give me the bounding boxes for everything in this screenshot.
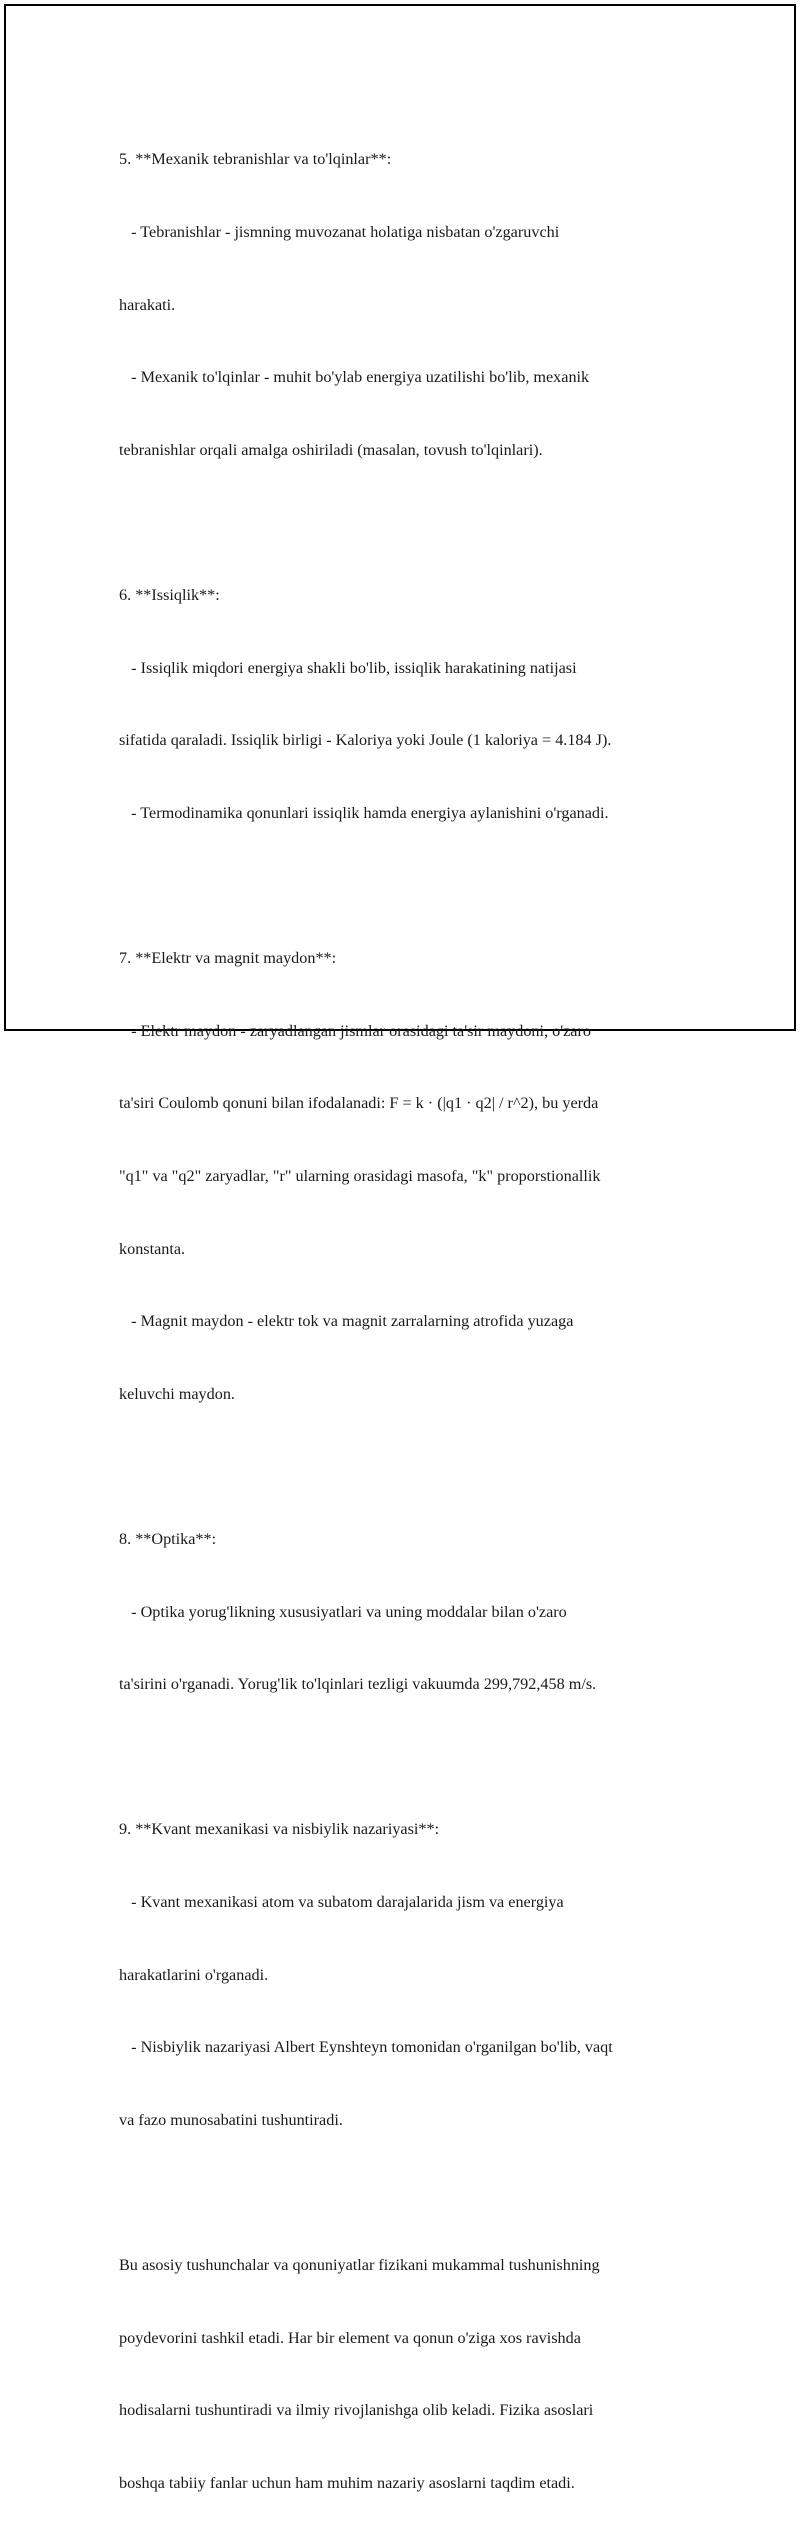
section-heading: 9. **Kvant mexanikasi va nisbiylik nazariyasi**: bbox=[119, 1820, 440, 1839]
text-line: - Termodinamika qonunlari issiqlik hamda energiya aylanishini o'rganadi. bbox=[119, 803, 609, 822]
document-page bbox=[4, 4, 796, 2492]
text-line: sifatida qaraladi. Issiqlik birligi - Kaloriya yoki Joule (1 kaloriya = 4.184 J). bbox=[119, 731, 612, 750]
conclusion-line: poydevorini tashkil etadi. Har bir element va qonun o'ziga xos ravishda bbox=[119, 2328, 581, 2347]
text-line: - Kvant mexanikasi atom va subatom darajalarida jism va energiya bbox=[119, 1892, 564, 1911]
conclusion-line: Bu asosiy tushunchalar va qonuniyatlar fizikani mukammal tushunishning bbox=[119, 2256, 600, 2274]
text-line: ta'siri Coulomb qonuni bilan ifodalanadi: F = k · (|q1 · q2| / r^2), bu yerda bbox=[119, 1094, 599, 1113]
text-line: va fazo munosabatini tushuntiradi. bbox=[119, 2110, 343, 2129]
text-line: konstanta. bbox=[119, 1239, 186, 1258]
text-line: tebranishlar orqali amalga oshiriladi (masalan, tovush to'lqinlari). bbox=[119, 440, 543, 459]
text-line: - Magnit maydon - elektr tok va magnit zarralarning atrofida yuzaga bbox=[119, 1312, 574, 1331]
blank-line bbox=[119, 2180, 699, 2204]
section-heading: 5. **Mexanik tebranishlar va to'lqinlar**: bbox=[119, 150, 392, 169]
blank-line bbox=[119, 1745, 699, 1769]
text-line: - Optika yorug'likning xususiyatlari va uning moddalar bilan o'zaro bbox=[119, 1602, 567, 1621]
document-body bbox=[119, 99, 699, 2543]
text-line: harakati. bbox=[119, 295, 176, 314]
text-line: - Nisbiylik nazariyasi Albert Eynshteyn tomonidan o'rganilgan bo'lib, vaqt bbox=[119, 2038, 613, 2057]
text-line: - Mexanik to'lqinlar - muhit bo'ylab energiya uzatilishi bo'lib, mexanik bbox=[119, 368, 590, 387]
text-line: - Issiqlik miqdori energiya shakli bo'lib, issiqlik harakatining natijasi bbox=[119, 658, 577, 677]
section-heading: 6. **Issiqlik**: bbox=[119, 586, 220, 605]
text-line: "q1" va "q2" zaryadlar, "r" ularning orasidagi masofa, "k" proporstionallik bbox=[119, 1166, 601, 1185]
text-line: harakatlarini o'rganadi. bbox=[119, 1965, 269, 1984]
text-line: ta'sirini o'rganadi. Yorug'lik to'lqinlari tezligi vakuumda 299,792,458 m/s. bbox=[119, 1675, 597, 1694]
blank-line bbox=[119, 510, 699, 534]
text-line: - Tebranishlar - jismning muvozanat holatiga nisbatan o'zgaruvchi bbox=[119, 223, 560, 242]
section-heading: 7. **Elektr va magnit maydon**: bbox=[119, 949, 337, 968]
section-heading: 8. **Optika**: bbox=[119, 1529, 217, 1548]
text-line: - Elektr maydon - zaryadlangan jismlar orasidagi ta'sir maydoni, o'zaro bbox=[119, 1021, 591, 1040]
text-line: keluvchi maydon. bbox=[119, 1384, 235, 1403]
conclusion-line: hodisalarni tushuntiradi va ilmiy rivojlanishga olib keladi. Fizika asoslari bbox=[119, 2401, 594, 2420]
conclusion-line: boshqa tabiiy fanlar uchun ham muhim nazariy asoslarni taqdim etadi. bbox=[119, 2473, 575, 2492]
blank-line bbox=[119, 873, 699, 897]
blank-line bbox=[119, 1454, 699, 1478]
